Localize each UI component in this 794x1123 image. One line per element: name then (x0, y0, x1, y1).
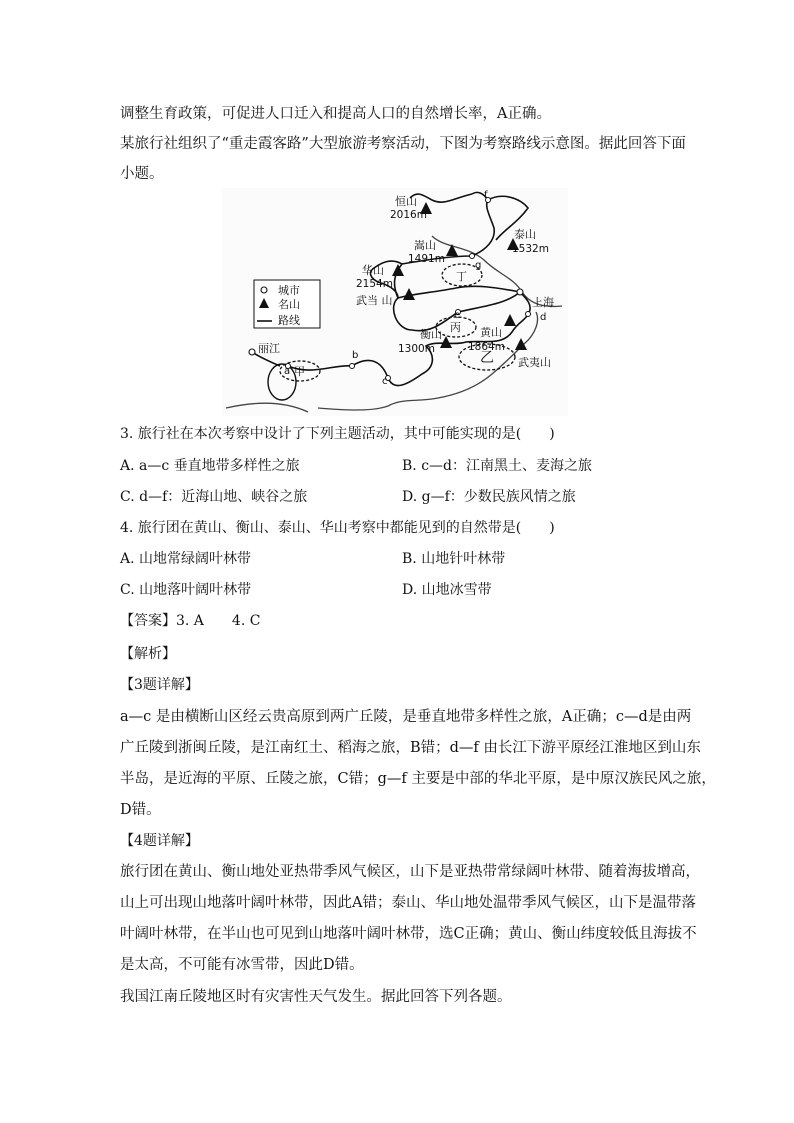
svg-text:1864m: 1864m (468, 341, 505, 353)
legend-route-label: 路线 (278, 314, 300, 327)
question-3-stem: 3. 旅行社在本次考察中设计了下列主题活动，其中可能实现的是( ) (120, 426, 555, 442)
svg-text:b: b (352, 350, 359, 361)
q3-detail-line-3: 半岛，是近海的平原、丘陵之旅，C错；g—f 主要是中部的华北平原，是中原汉族民风之旅， (120, 771, 716, 787)
svg-text:1300m: 1300m (398, 343, 435, 355)
svg-text:泰山: 泰山 (514, 228, 536, 241)
city-label-shanghai: 上海 (532, 296, 554, 309)
svg-text:2016m: 2016m (390, 209, 427, 221)
q3-detail-line-2: 广丘陵到浙闽丘陵，是江南红土、稻海之旅，B错；d—f 由长江下游平原经江淮地区到山东 (120, 740, 701, 756)
svg-text:c: c (382, 376, 388, 387)
legend-mountain-label: 名山 (278, 298, 300, 311)
svg-text:武当 山: 武当 山 (356, 294, 393, 307)
svg-text:武夷山: 武夷山 (518, 356, 551, 369)
svg-text:d: d (540, 312, 547, 323)
svg-text:e: e (454, 310, 461, 321)
analysis-heading: 【解析】 (120, 646, 176, 662)
question-4-option-d: D. 山地冰雪带 (402, 582, 492, 598)
intro-line-1: 调整生育政策，可促进人口迁入和提高人口的自然增长率，A正确。 (120, 106, 551, 122)
q3-detail-line-1: a—c 是由横断山区经云贵高原到两广丘陵，是垂直地带多样性之旅，A正确；c—d是由两 (120, 709, 692, 725)
svg-text:甲: 甲 (294, 365, 305, 378)
closing-line: 我国江南丘陵地区时有灾害性天气发生。据此回答下列各题。 (120, 989, 512, 1005)
svg-text:丙: 丙 (450, 321, 461, 334)
svg-text:衡山: 衡山 (420, 328, 442, 341)
svg-text:f: f (484, 190, 488, 201)
svg-text:2154m: 2154m (356, 278, 393, 290)
route-map (222, 188, 568, 416)
question-4-option-b: B. 山地针叶林带 (402, 551, 506, 567)
svg-text:黄山: 黄山 (480, 326, 502, 339)
question-3-option-a: A. a—c 垂直地带多样性之旅 (120, 458, 300, 474)
question-3-option-c: C. d—f：近海山地、峡谷之旅 (120, 489, 308, 505)
city-label-lijiang: 丽江 (258, 342, 280, 355)
intro-line-3: 小题。 (120, 166, 164, 182)
q4-detail-line-3: 叶阔叶林带，在半山也可见到山地落叶阔叶林带，选C正确；黄山、衡山纬度较低且海拔不 (120, 926, 697, 942)
q3-detail-heading: 【3题详解】 (120, 677, 199, 693)
svg-text:1532m: 1532m (512, 243, 549, 255)
q3-detail-line-4: D错。 (120, 802, 161, 818)
city-icon (249, 349, 255, 355)
legend-city-label: 城市 (278, 284, 300, 297)
svg-text:1491m: 1491m (408, 253, 445, 265)
q4-detail-line-4: 是太高，不可能有冰雪带，因此D错。 (120, 957, 364, 973)
q4-detail-line-2: 山上可出现山地落叶阔叶林带，因此A错；泰山、华山地处温带季风气候区，山下是温带落 (120, 895, 696, 911)
svg-text:丁: 丁 (456, 270, 467, 283)
question-4-stem: 4. 旅行团在黄山、衡山、泰山、华山考察中都能见到的自然带是( ) (120, 520, 555, 536)
svg-text:a: a (284, 366, 291, 377)
city-icon (517, 289, 523, 295)
svg-text:g: g (475, 260, 482, 271)
question-3-option-d: D. g—f：少数民族风情之旅 (402, 489, 576, 505)
svg-text:乙: 乙 (480, 350, 494, 366)
question-3-option-b: B. c—d：江南黑土、麦海之旅 (402, 458, 592, 474)
q4-detail-line-1: 旅行团在黄山、衡山地处亚热带季风气候区，山下是亚热带常绿阔叶林带、随着海拔增高， (120, 864, 700, 880)
svg-text:嵩山: 嵩山 (414, 239, 436, 252)
question-4-option-c: C. 山地落叶阔叶林带 (120, 582, 252, 598)
legend-city-icon (261, 287, 267, 293)
answer-line: 【答案】3. A 4. C (120, 613, 261, 629)
intro-line-2: 某旅行社组织了“重走霞客路”大型旅游考察活动，下图为考察路线示意图。据此回答下面 (120, 136, 686, 152)
question-4-option-a: A. 山地常绿阔叶林带 (120, 551, 252, 567)
q4-detail-heading: 【4题详解】 (120, 833, 199, 849)
svg-text:恒山: 恒山 (395, 195, 417, 208)
svg-text:华山: 华山 (362, 264, 384, 277)
